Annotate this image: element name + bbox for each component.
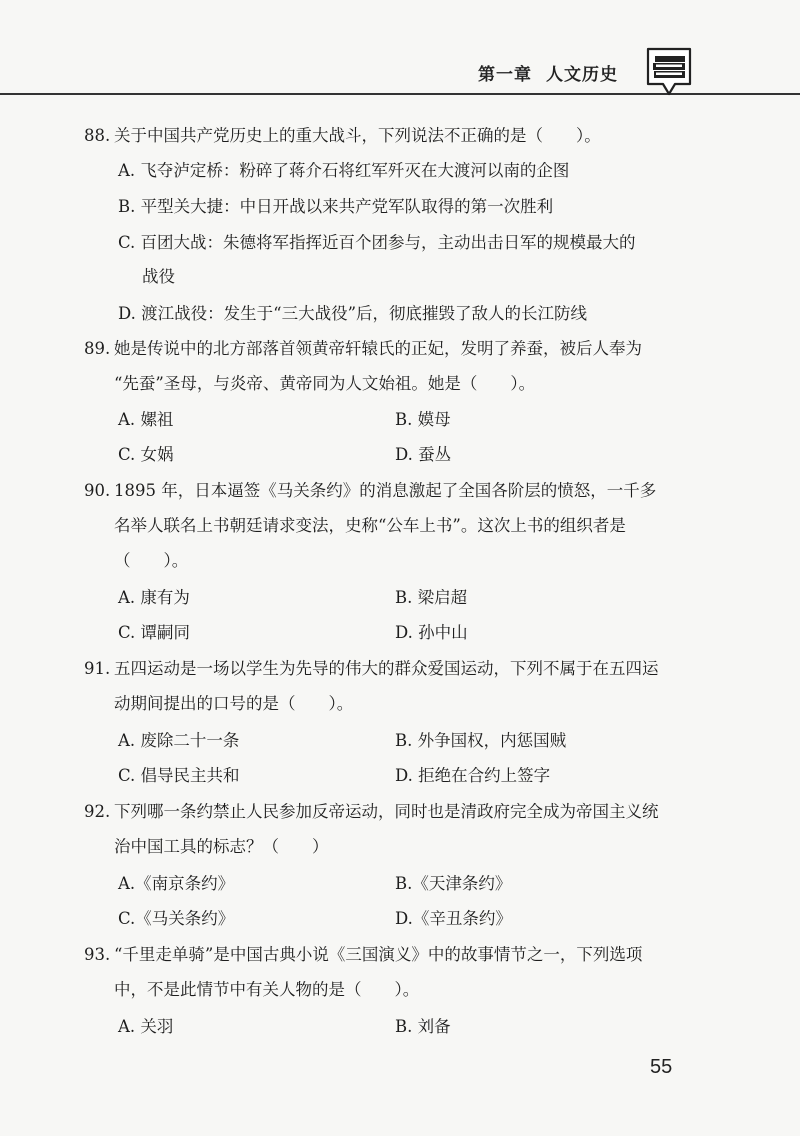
option-a: A. 康有为 <box>118 588 190 607</box>
question-text: “千里走单骑”是中国古典小说《三国演义》中的故事情节之一，下列选项 <box>114 945 643 964</box>
question-text: 1895 年，日本逼签《马关条约》的消息激起了全国各阶层的愤怒，一千多 <box>114 481 657 500</box>
question-text: 动期间提出的口号的是（ ）。 <box>114 694 354 713</box>
question-89 <box>84 331 704 401</box>
option-b: B. 外争国权，内惩国贼 <box>395 731 567 750</box>
chapter-heading <box>478 60 618 85</box>
option-b: B. 梁启超 <box>395 588 468 607</box>
options-row <box>0 402 800 438</box>
page-number: 55 <box>650 1056 673 1078</box>
question-text: 她是传说中的北方部落首领黄帝轩辕氏的正妃，发明了养蚕，被后人奉为 <box>114 339 642 358</box>
option-c: C. 女娲 <box>118 445 174 464</box>
options-row <box>0 723 800 759</box>
options-row <box>0 1009 800 1045</box>
option-d: D. 蚕丛 <box>395 445 452 464</box>
question-91 <box>84 651 704 721</box>
question-number: 88. <box>84 126 111 145</box>
book-stack-icon <box>645 46 693 100</box>
option-a: A. 关羽 <box>118 1017 174 1036</box>
chapter-label: 第一章 <box>478 65 532 85</box>
options-row <box>0 758 800 794</box>
question-number: 93. <box>84 945 111 964</box>
question-number: 90. <box>84 481 111 500</box>
option-d: D. 拒绝在合约上签字 <box>395 766 551 785</box>
option-c: C. 倡导民主共和 <box>118 766 240 785</box>
page-header <box>0 0 800 100</box>
question-93 <box>84 937 704 1007</box>
question-90 <box>84 473 704 578</box>
question-88 <box>84 118 704 153</box>
chapter-title: 人文历史 <box>546 65 618 85</box>
option-b: B. 嫫母 <box>395 410 451 429</box>
option-c: C.《马关条约》 <box>118 909 235 928</box>
option-a: A. 飞夺泸定桥：粉碎了蒋介石将红军歼灭在大渡河以南的企图 <box>118 161 570 180</box>
option-c: C. 谭嗣同 <box>118 623 191 642</box>
options-row <box>0 580 800 616</box>
question-text: 治中国工具的标志？（ ） <box>114 837 329 856</box>
question-text: “先蚕”圣母，与炎帝、黄帝同为人文始祖。她是（ ）。 <box>114 374 536 393</box>
option-c: C. 百团大战：朱德将军指挥近百个团参与，主动出击日军的规模最大的 <box>118 233 636 252</box>
option-b: B. 平型关大捷：中日开战以来共产党军队取得的第一次胜利 <box>118 197 554 216</box>
question-text: 中，不是此情节中有关人物的是（ ）。 <box>114 980 420 999</box>
options-row <box>0 437 800 473</box>
options-row <box>0 615 800 651</box>
question-text: （ ）。 <box>114 551 189 570</box>
options-row <box>0 901 800 937</box>
question-text: 五四运动是一场以学生为先导的伟大的群众爱国运动，下列不属于在五四运 <box>114 659 659 678</box>
question-text: 下列哪一条约禁止人民参加反帝运动，同时也是清政府完全成为帝国主义统 <box>114 802 659 821</box>
option-c-continued: 战役 <box>142 267 175 286</box>
question-92 <box>84 794 704 864</box>
question-text: 名举人联名上书朝廷请求变法，史称“公车上书”。这次上书的组织者是 <box>114 516 626 535</box>
option-d: D. 孙中山 <box>395 623 468 642</box>
question-number: 91. <box>84 659 111 678</box>
option-b: B.《天津条约》 <box>395 874 512 893</box>
option-a: A. 嫘祖 <box>118 410 174 429</box>
question-text: 关于中国共产党历史上的重大战斗，下列说法不正确的是（ ）。 <box>114 126 601 145</box>
option-a: A. 废除二十一条 <box>118 731 240 750</box>
option-d: D. 渡江战役：发生于“三大战役”后，彻底摧毁了敌人的长江防线 <box>118 304 588 323</box>
option-a: A.《南京条约》 <box>118 874 235 893</box>
option-b: B. 刘备 <box>395 1017 451 1036</box>
question-number: 92. <box>84 802 111 821</box>
question-number: 89. <box>84 339 111 358</box>
options-row <box>0 866 800 902</box>
option-d: D.《辛丑条约》 <box>395 909 512 928</box>
